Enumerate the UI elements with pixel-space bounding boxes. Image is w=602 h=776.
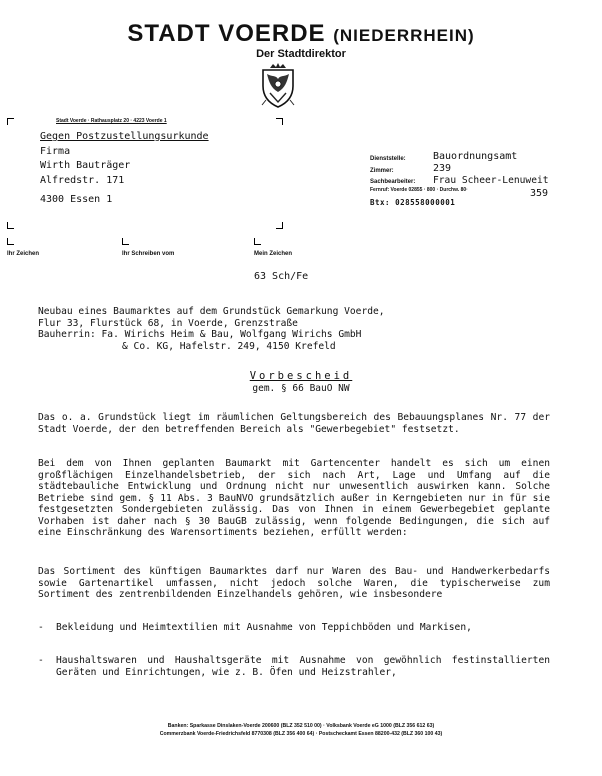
your-ref-label: Ihr Zeichen xyxy=(7,251,40,257)
window-corner-bl xyxy=(7,222,14,229)
subject-line4: & Co. KG, Hafelstr. 249, 4150 Krefeld xyxy=(122,340,336,352)
paragraph-1: Das o. a. Grundstück liegt im räumlichen Geltungsbereich des Bebauungsplanes Nr. 77 der Stadt Voerde, der den betreffenden Bereich als "Gewerbegebiet" festsetzt. xyxy=(38,412,550,435)
paragraph-2: Bei dem von Ihnen geplanten Baumarkt mit Gartencenter handelt es sich um einen großflächigen Einzelhandelsbetrieb, der sich nach Art, Lage und Umfang auf die städtebauliche Entwicklung und Ordnung nicht nur unwesentlich auswirken kann. Solche Betriebe sind gem. § 11 Abs. 3 BauNVO grundsätzlich außer in Kerngebieten nur in für sie festgesetzten Sondergebieten zulässig. Das von Ihnen in einem Gewerbegebiet geplante Vorhaben ist daher nach § 30 BauGB zulässig, wenn folgende Bedingungen, die sich auf eine Einschränkung des Warensortiments beziehen, erfüllt werden: xyxy=(38,458,550,538)
subject-line2: Flur 33, Flurstück 68, in Voerde, Grenzstraße xyxy=(38,317,298,329)
my-ref-label: Mein Zeichen xyxy=(254,251,293,257)
window-corner-tr xyxy=(276,118,283,125)
window-corner-br xyxy=(276,222,283,229)
phone-extension: 359 xyxy=(530,188,549,199)
recipient-line1: Firma xyxy=(40,145,71,157)
list-item: - Haushaltswaren und Haushaltsgeräte mit Ausnahme von gewöhnlich festinstallierten Geräten und Einrichtungen, wie z. B. Öfen und Heizstrahler, xyxy=(38,655,550,678)
clerk-label: Sachbearbeiter: xyxy=(370,179,416,185)
dept-value: Bauordnungsamt xyxy=(433,151,518,162)
ref-corner-mid xyxy=(122,238,129,245)
city-crest-icon xyxy=(258,62,298,108)
letterhead-title xyxy=(0,20,602,48)
your-letter-label: Ihr Schreiben vom xyxy=(122,251,175,257)
recipient-line2: Wirth Bauträger xyxy=(40,160,131,171)
subject-line3: Bauherrin: Fa. Wirichs Heim & Bau, Wolfgang Wirichs GmbH xyxy=(38,329,362,340)
recipient-line4: 4300 Essen 1 xyxy=(40,194,113,205)
btx-number: Btx: 028558000001 xyxy=(370,198,456,207)
subject-line1: Neubau eines Baumarktes auf dem Grundstück Gemarkung Voerde, xyxy=(38,306,385,317)
my-ref-value: 63 Sch/Fe xyxy=(254,271,309,282)
window-corner-tl xyxy=(7,118,14,125)
ref-corner-left xyxy=(7,238,14,245)
list-item: - Bekleidung und Heimtextilien mit Ausnahme von Teppichböden und Markisen, xyxy=(38,622,472,633)
phone-label: Fernruf: Voerde 02855 · 800 · Durchw. 80· xyxy=(370,187,468,193)
footer-bank-line1: Banken: Sparkasse Dinslaken-Voerde 200600 (BLZ 352 510 00) · Volksbank Voerde eG 1000 (BLZ 356 612 63) xyxy=(167,723,435,729)
document-title: Vorbescheid xyxy=(249,370,353,382)
dept-label: Dienststelle: xyxy=(370,156,406,162)
room-label: Zimmer: xyxy=(370,168,394,174)
paragraph-3: Das Sortiment des künftigen Baumarktes darf nur Waren des Bau- und Handwerkerbedarfs sowie Gartenartikel umfassen, nicht jedoch solche Waren, die typischerweise zum Sortiment des zentrenbildenden Einzelhandels gehören, wie insbesondere xyxy=(38,566,550,600)
region-name: (NIEDERRHEIN) xyxy=(333,26,475,45)
subject-block xyxy=(38,306,552,352)
footer-bank-line2: Commerzbank Voerde-Friedrichsfeld 8770308 (BLZ 356 400 64) · Postscheckamt Essen 88200-432 (BLZ 360 100 43) xyxy=(159,731,443,737)
room-value: 239 xyxy=(433,163,452,174)
sender-line: Stadt Voerde · Rathausplatz 20 · 4223 Voerde 1 xyxy=(56,118,167,124)
city-name: STADT VOERDE xyxy=(127,20,326,47)
office-name: Der Stadtdirektor xyxy=(256,48,346,60)
delivery-method: Gegen Postzustellungsurkunde xyxy=(40,131,209,142)
legal-basis: gem. § 66 BauO NW xyxy=(252,383,350,394)
clerk-value: Frau Scheer-Lenuweit xyxy=(433,175,549,186)
recipient-line3: Alfredstr. 171 xyxy=(40,174,125,186)
recipient-address xyxy=(40,130,209,188)
ref-corner-right xyxy=(254,238,261,245)
